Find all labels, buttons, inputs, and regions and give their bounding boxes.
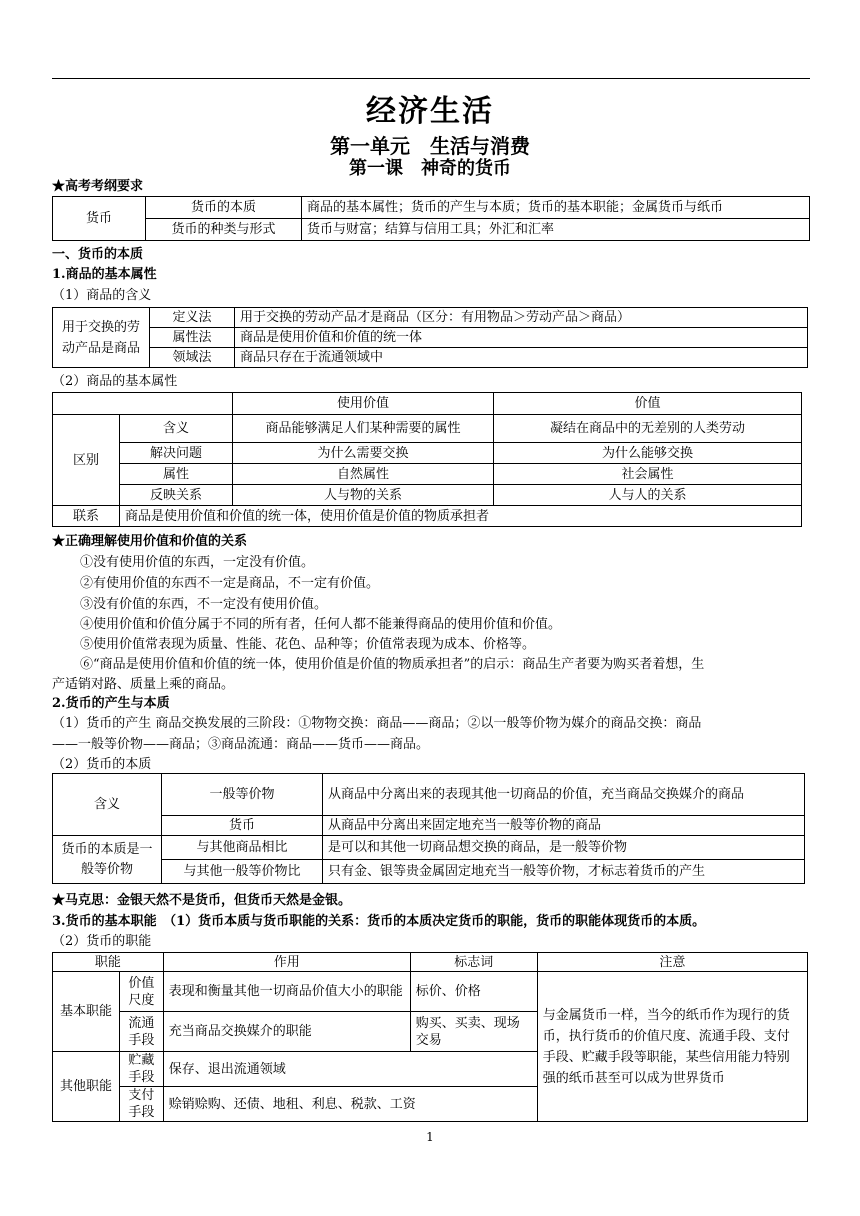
attr-value: 凝结在商品中的无差别的人类劳动 (494, 415, 802, 443)
star-quote: ★马克思：金银天然不是货币，但货币天然是金银。 (52, 893, 352, 908)
subsection-heading: 1.商品的基本属性 (52, 267, 157, 282)
req-topic: 货币的本质 (146, 197, 302, 219)
link-label: 联系 (53, 506, 120, 527)
subsection-heading: （1）商品的含义 (52, 288, 152, 303)
func-name: 流通手段 (120, 1012, 164, 1052)
essence-key: 与其他一般等价物比 (162, 860, 323, 884)
money-functions-table (52, 952, 808, 1122)
func-role: 赊销赊购、还债、地租、利息、税款、工资 (163, 1087, 537, 1122)
subsection-heading: 2.货币的产生与本质 (52, 696, 170, 711)
subsection-heading: （2）货币的本质 (52, 757, 152, 772)
func-header: 标志词 (410, 953, 537, 972)
func-group: 基本职能 (53, 972, 120, 1052)
definition-method: 定义法 (150, 308, 235, 328)
commodity-definition-table (52, 307, 808, 368)
func-header: 注意 (537, 953, 807, 972)
definition-text: 商品只存在于流通领域中 (235, 348, 808, 368)
definition-text: 商品是使用价值和价值的统一体 (235, 328, 808, 348)
attr-use: 自然属性 (233, 464, 494, 485)
subsection-heading: （2）商品的基本属性 (52, 374, 178, 389)
attr-key: 反映关系 (120, 485, 233, 506)
list-item: ④使用价值和价值分属于不同的所有者，任何人都不能兼得商品的使用价值和价值。 (80, 617, 562, 632)
list-item: ③没有价值的东西，不一定没有使用价值。 (80, 597, 328, 612)
functions-heading: 3.货币的基本职能 （1）货币本质与货币职能的关系：货币的本质决定货币的职能，货币的职能体现货币的本质。 (52, 914, 706, 929)
req-content: 商品的基本属性；货币的产生与本质；货币的基本职能；金属货币与纸币 (302, 197, 810, 219)
essence-value: 是可以和其他一切商品想交换的商品，是一般等价物 (323, 836, 805, 860)
func-role: 表现和衡量其他一切商品价值大小的职能 (163, 972, 410, 1012)
func-keyword: 标价、价格 (410, 972, 537, 1012)
list-item: ⑤使用价值常表现为质量、性能、花色、品种等；价值常表现为成本、价格等。 (80, 637, 536, 652)
header-use-value: 使用价值 (233, 393, 494, 415)
subsection-heading: （2）货币的职能 (52, 934, 152, 949)
attr-value: 为什么能够交换 (494, 443, 802, 464)
req-subject: 货币 (53, 197, 146, 241)
definition-method: 领域法 (150, 348, 235, 368)
list-item: ①没有使用价值的东西，一定没有价值。 (80, 555, 315, 570)
requirements-table (52, 196, 810, 241)
unit-title: 第一单元 生活与消费 (330, 134, 530, 158)
func-role: 充当商品交换媒介的职能 (163, 1012, 410, 1052)
section-heading: 一、货币的本质 (52, 247, 144, 262)
list-item: ②有使用价值的东西不一定是商品，不一定有价值。 (80, 576, 380, 591)
func-role: 保存、退出流通领域 (163, 1052, 537, 1087)
paragraph: ——一般等价物——商品；③商品流通：商品——货币——商品。 (52, 737, 430, 752)
definition-left: 用于交换的劳动产品是商品 (53, 308, 150, 368)
star-heading: ★正确理解使用价值和价值的关系 (52, 534, 248, 549)
link-text: 商品是使用价值和价值的统一体，使用价值是价值的物质承担者 (120, 506, 802, 527)
difference-label: 区别 (53, 415, 120, 506)
requirements-heading: ★高考考纲要求 (52, 179, 144, 194)
func-name: 支付手段 (120, 1087, 164, 1122)
attr-use: 商品能够满足人们某种需要的属性 (233, 415, 494, 443)
func-note: 与金属货币一样，当今的纸币作为现行的货币，执行货币的价值尺度、流通手段、支付手段、贮藏手段等职能，某些信用能力特别强的纸币甚至可以成为世界货币 (537, 972, 807, 1122)
definition-text: 用于交换的劳动产品才是商品（区分：有用物品＞劳动产品＞商品） (235, 308, 808, 328)
paragraph: （1）货币的产生 商品交换发展的三阶段：①物物交换：商品——商品；②以一般等价物为媒介的商品交换：商品 (52, 716, 702, 731)
attr-value: 人与人的关系 (494, 485, 802, 506)
func-header: 职能 (53, 953, 164, 972)
attr-key: 解决问题 (120, 443, 233, 464)
attr-use: 人与物的关系 (233, 485, 494, 506)
book-title: 经济生活 (366, 94, 494, 129)
list-item: ⑥“商品是使用价值和价值的统一体，使用价值是价值的物质承担者”的启示：商品生产者要为购买者着想，生 (80, 657, 705, 672)
func-name: 贮藏手段 (120, 1052, 164, 1087)
attr-use: 为什么需要交换 (233, 443, 494, 464)
essence-key: 货币 (162, 816, 323, 836)
attr-key: 属性 (120, 464, 233, 485)
attr-value: 社会属性 (494, 464, 802, 485)
req-topic: 货币的种类与形式 (146, 219, 302, 241)
lesson-title: 第一课 神奇的货币 (349, 158, 511, 179)
commodity-attributes-table (52, 392, 802, 527)
func-header: 作用 (163, 953, 410, 972)
subsection-heading (52, 912, 705, 931)
essence-key: 与其他商品相比 (162, 836, 323, 860)
attr-key: 含义 (120, 415, 233, 443)
header-rule (52, 78, 810, 79)
func-group: 其他职能 (53, 1052, 120, 1122)
essence-key: 一般等价物 (162, 774, 323, 816)
list-item-continued: 产适销对路、质量上乘的商品。 (52, 677, 235, 692)
func-name: 价值尺度 (120, 972, 164, 1012)
essence-value: 只有金、银等贵金属固定地充当一般等价物，才标志着货币的产生 (323, 860, 805, 884)
essence-label: 货币的本质是一般等价物 (53, 836, 162, 884)
essence-meaning: 含义 (53, 774, 162, 836)
func-keyword: 购买、买卖、现场交易 (410, 1012, 537, 1052)
page-number: 1 (426, 1130, 434, 1144)
essence-value: 从商品中分离出来固定地充当一般等价物的商品 (323, 816, 805, 836)
money-essence-table (52, 773, 805, 884)
header-value: 价值 (494, 393, 802, 415)
essence-value: 从商品中分离出来的表现其他一切商品的价值，充当商品交换媒介的商品 (323, 774, 805, 816)
req-content: 货币与财富；结算与信用工具；外汇和汇率 (302, 219, 810, 241)
definition-method: 属性法 (150, 328, 235, 348)
